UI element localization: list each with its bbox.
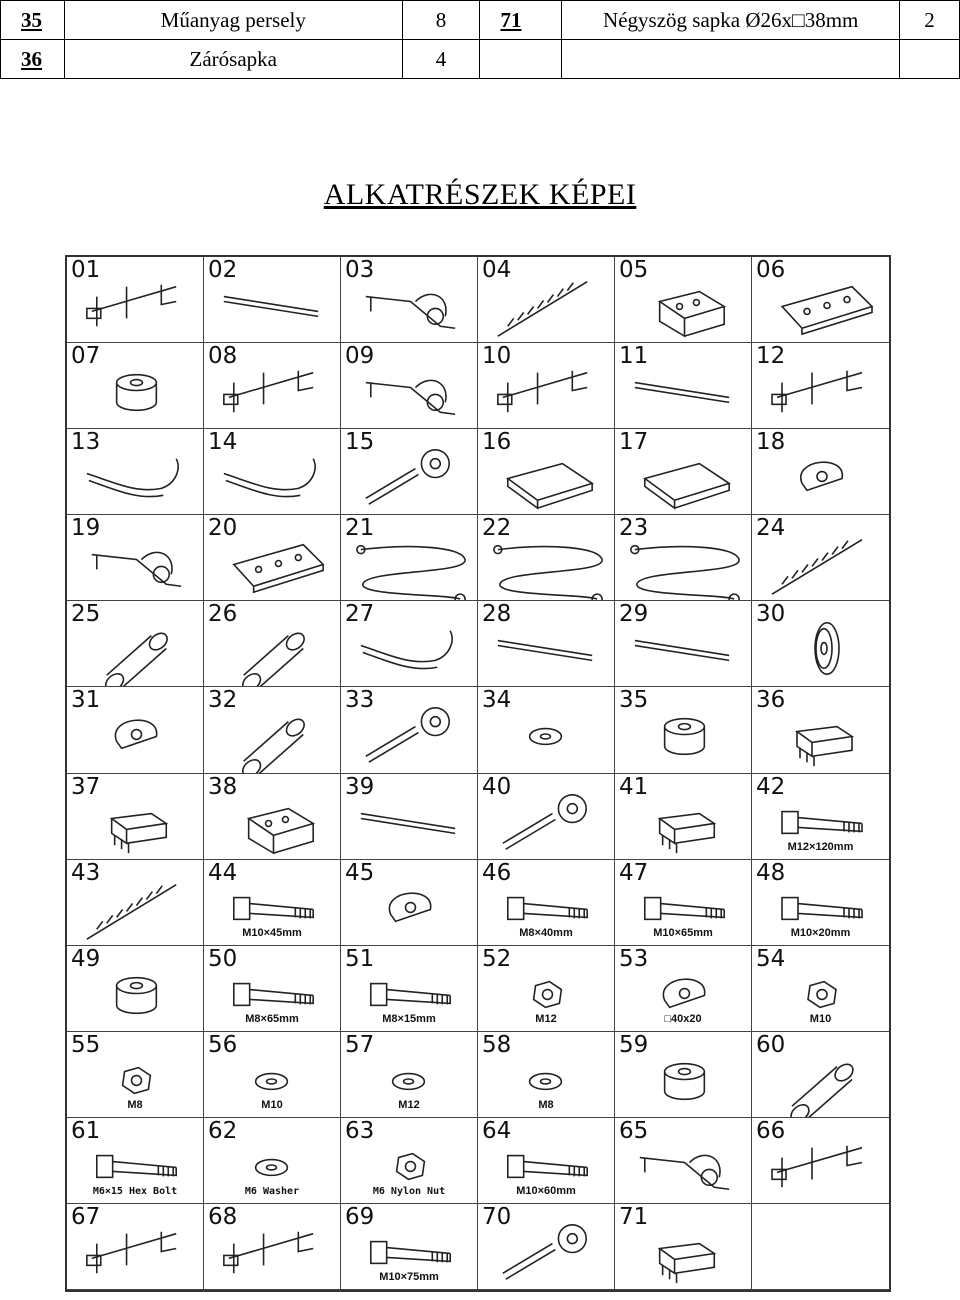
part-cell (204, 860, 341, 946)
part-cell (341, 946, 478, 1032)
part-cell (478, 774, 615, 860)
part-cell-number: 45 (345, 859, 375, 886)
part-quantity (900, 40, 960, 79)
part-cell-number: 33 (345, 687, 375, 714)
part-cell (341, 1118, 478, 1204)
part-cell-number: 64 (482, 1117, 512, 1144)
part-cell-number: 40 (482, 773, 512, 800)
part-cell (752, 1032, 889, 1118)
part-cell (341, 687, 478, 773)
part-cell-number: 36 (756, 687, 786, 714)
part-cell-number: 01 (71, 257, 101, 283)
part-number: 35 (1, 1, 65, 40)
part-cell-number: 05 (619, 257, 649, 283)
part-cell-number: 29 (619, 601, 649, 628)
part-cell (752, 515, 889, 601)
part-cell (341, 774, 478, 860)
part-cell-number: 54 (756, 945, 786, 972)
part-cell-number: 26 (208, 601, 238, 628)
part-cell-number: 35 (619, 687, 649, 714)
parts-illustration-grid (65, 255, 891, 1292)
part-cell (67, 257, 204, 343)
part-cell (615, 687, 752, 773)
part-cell-number: 23 (619, 515, 649, 542)
part-cell (341, 601, 478, 687)
part-size-label: M10×65mm (653, 926, 713, 939)
part-cell-number: 52 (482, 945, 512, 972)
part-cell-number: 18 (756, 429, 786, 456)
part-cell (67, 343, 204, 429)
part-cell (341, 515, 478, 601)
part-cell-number: 34 (482, 687, 512, 714)
part-cell-number: 20 (208, 515, 238, 542)
part-cell-number: 27 (345, 601, 375, 628)
part-cell-number: 17 (619, 429, 649, 456)
part-name: Műanyag persely (64, 1, 402, 40)
part-number (480, 40, 562, 79)
part-cell (752, 257, 889, 343)
part-cell (478, 1032, 615, 1118)
part-size-label: □40x20 (664, 1012, 702, 1025)
part-cell (204, 343, 341, 429)
part-cell-number: 19 (71, 515, 101, 542)
part-cell-number: 48 (756, 859, 786, 886)
part-cell-number: 25 (71, 601, 101, 628)
part-size-label: M10 (261, 1098, 283, 1111)
part-cell-number: 41 (619, 773, 649, 800)
part-cell-number: 22 (482, 515, 512, 542)
part-size-label: M10×20mm (790, 926, 851, 939)
parts-list-table (0, 0, 960, 79)
part-quantity: 2 (900, 1, 960, 40)
part-number: 71 (480, 1, 562, 40)
part-cell (615, 515, 752, 601)
part-cell-number: 21 (345, 515, 375, 542)
part-cell-number: 57 (345, 1031, 375, 1058)
part-cell-number: 62 (208, 1117, 238, 1144)
part-size-label: M10×75mm (379, 1271, 439, 1283)
part-cell (67, 946, 204, 1032)
part-name: Négyszög sapka Ø26x□38mm (562, 1, 900, 40)
part-cell-number: 65 (619, 1117, 649, 1144)
part-cell (341, 343, 478, 429)
part-cell-number: 14 (208, 429, 238, 456)
part-cell (478, 1118, 615, 1204)
part-cell-number: 51 (345, 945, 375, 972)
part-cell-number: 38 (208, 773, 238, 800)
table-row (1, 40, 960, 79)
part-size-label: M12 (398, 1098, 420, 1111)
part-quantity: 8 (402, 1, 480, 40)
part-cell (478, 343, 615, 429)
part-cell-number: 47 (619, 859, 649, 886)
part-name: Zárósapka (64, 40, 402, 79)
part-cell (67, 1204, 204, 1290)
part-cell-number: 56 (208, 1031, 238, 1058)
part-size-label: M6 Washer (244, 1185, 300, 1197)
table-row (1, 1, 960, 40)
part-cell (478, 601, 615, 687)
part-cell (615, 774, 752, 860)
part-cell (67, 601, 204, 687)
part-cell-number: 55 (71, 1031, 101, 1058)
part-cell (615, 1204, 752, 1290)
part-cell-number: 02 (208, 257, 238, 283)
part-cell-number: 09 (345, 343, 375, 370)
part-cell (615, 946, 752, 1032)
part-cell (67, 429, 204, 515)
part-cell (478, 687, 615, 773)
part-cell (478, 1204, 615, 1290)
part-cell-number: 61 (71, 1117, 101, 1144)
part-cell (204, 257, 341, 343)
part-name (562, 40, 900, 79)
part-cell-number: 39 (345, 773, 375, 800)
part-cell (204, 946, 341, 1032)
part-cell (615, 1118, 752, 1204)
part-cell (204, 1118, 341, 1204)
part-cell-number: 60 (756, 1031, 786, 1058)
part-cell-number: 10 (482, 343, 512, 370)
part-cell-number: 49 (71, 945, 101, 972)
part-cell-number: 07 (71, 343, 101, 370)
part-quantity: 4 (402, 40, 480, 79)
part-cell (67, 774, 204, 860)
part-cell-number: 13 (71, 429, 101, 456)
part-cell (204, 687, 341, 773)
part-cell (752, 429, 889, 515)
part-cell-number: 37 (71, 773, 101, 800)
part-cell (67, 1118, 204, 1204)
part-cell-number: 31 (71, 687, 101, 714)
part-cell-number: 43 (71, 859, 101, 886)
part-size-label: M6 Nylon Nut (372, 1185, 446, 1197)
part-cell (204, 515, 341, 601)
part-cell (752, 601, 889, 687)
part-cell-number: 15 (345, 429, 375, 456)
part-cell (204, 1032, 341, 1118)
part-cell (615, 429, 752, 515)
part-cell (752, 946, 889, 1032)
part-cell (752, 343, 889, 429)
part-cell-number: 28 (482, 601, 512, 628)
part-cell (67, 687, 204, 773)
part-cell (752, 860, 889, 946)
part-size-label: M8×15mm (382, 1012, 436, 1025)
part-cell-number: 58 (482, 1031, 512, 1058)
part-cell-number: 44 (208, 859, 238, 886)
part-cell-number: 46 (482, 859, 512, 886)
part-number: 36 (1, 40, 65, 79)
part-cell-number: 68 (208, 1203, 238, 1230)
part-cell (615, 601, 752, 687)
part-cell-number: 04 (482, 257, 512, 283)
part-cell-number: 63 (345, 1117, 375, 1144)
section-title: ALKATRÉSZEK KÉPEI (323, 178, 637, 211)
part-size-label: M10 (809, 1012, 832, 1025)
part-cell-number: 06 (756, 257, 786, 283)
part-cell (752, 687, 889, 773)
part-cell-number: 67 (71, 1203, 101, 1230)
part-cell (341, 429, 478, 515)
part-cell (341, 257, 478, 343)
part-cell (615, 257, 752, 343)
part-cell (341, 1204, 478, 1290)
part-cell (478, 946, 615, 1032)
part-size-label: M8×40mm (519, 926, 573, 939)
part-cell-number: 42 (756, 773, 786, 800)
part-cell-number: 30 (756, 601, 786, 628)
part-cell (615, 343, 752, 429)
part-size-label: M8×65mm (245, 1012, 299, 1025)
part-cell (204, 774, 341, 860)
part-size-label: M6×15 Hex Bolt (92, 1185, 178, 1197)
part-cell (752, 774, 889, 860)
part-cell (67, 1032, 204, 1118)
part-cell (478, 257, 615, 343)
part-cell-number: 50 (208, 945, 238, 972)
part-cell-number: 71 (619, 1203, 649, 1230)
part-cell (341, 860, 478, 946)
part-cell-number: 66 (756, 1117, 786, 1144)
part-cell-number: 70 (482, 1203, 512, 1230)
part-cell-number: 08 (208, 343, 238, 370)
part-cell-number: 12 (756, 343, 786, 370)
part-size-label: M10×45mm (242, 926, 302, 939)
part-cell-number: 16 (482, 429, 512, 456)
part-cell (67, 515, 204, 601)
part-cell-number: 32 (208, 687, 238, 714)
part-size-label: M8 (127, 1098, 143, 1111)
part-cell (67, 860, 204, 946)
part-cell (478, 860, 615, 946)
part-cell-number: 03 (345, 257, 375, 283)
part-size-label: M10×60mm (516, 1184, 576, 1197)
part-size-label: M12 (535, 1012, 557, 1025)
part-cell-number: 11 (619, 343, 649, 370)
part-cell (204, 601, 341, 687)
part-cell-number: 59 (619, 1031, 649, 1058)
part-cell (615, 1032, 752, 1118)
part-cell (478, 515, 615, 601)
part-cell (615, 860, 752, 946)
part-size-label: M8 (538, 1098, 554, 1111)
part-cell-number: 24 (756, 515, 786, 542)
part-cell (752, 1204, 889, 1290)
part-cell-number: 53 (619, 945, 649, 972)
part-cell (204, 1204, 341, 1290)
part-cell (752, 1118, 889, 1204)
part-cell (478, 429, 615, 515)
part-size-label: M12×120mm (787, 840, 854, 853)
part-cell (204, 429, 341, 515)
part-cell-number: 69 (345, 1203, 375, 1230)
part-cell (341, 1032, 478, 1118)
